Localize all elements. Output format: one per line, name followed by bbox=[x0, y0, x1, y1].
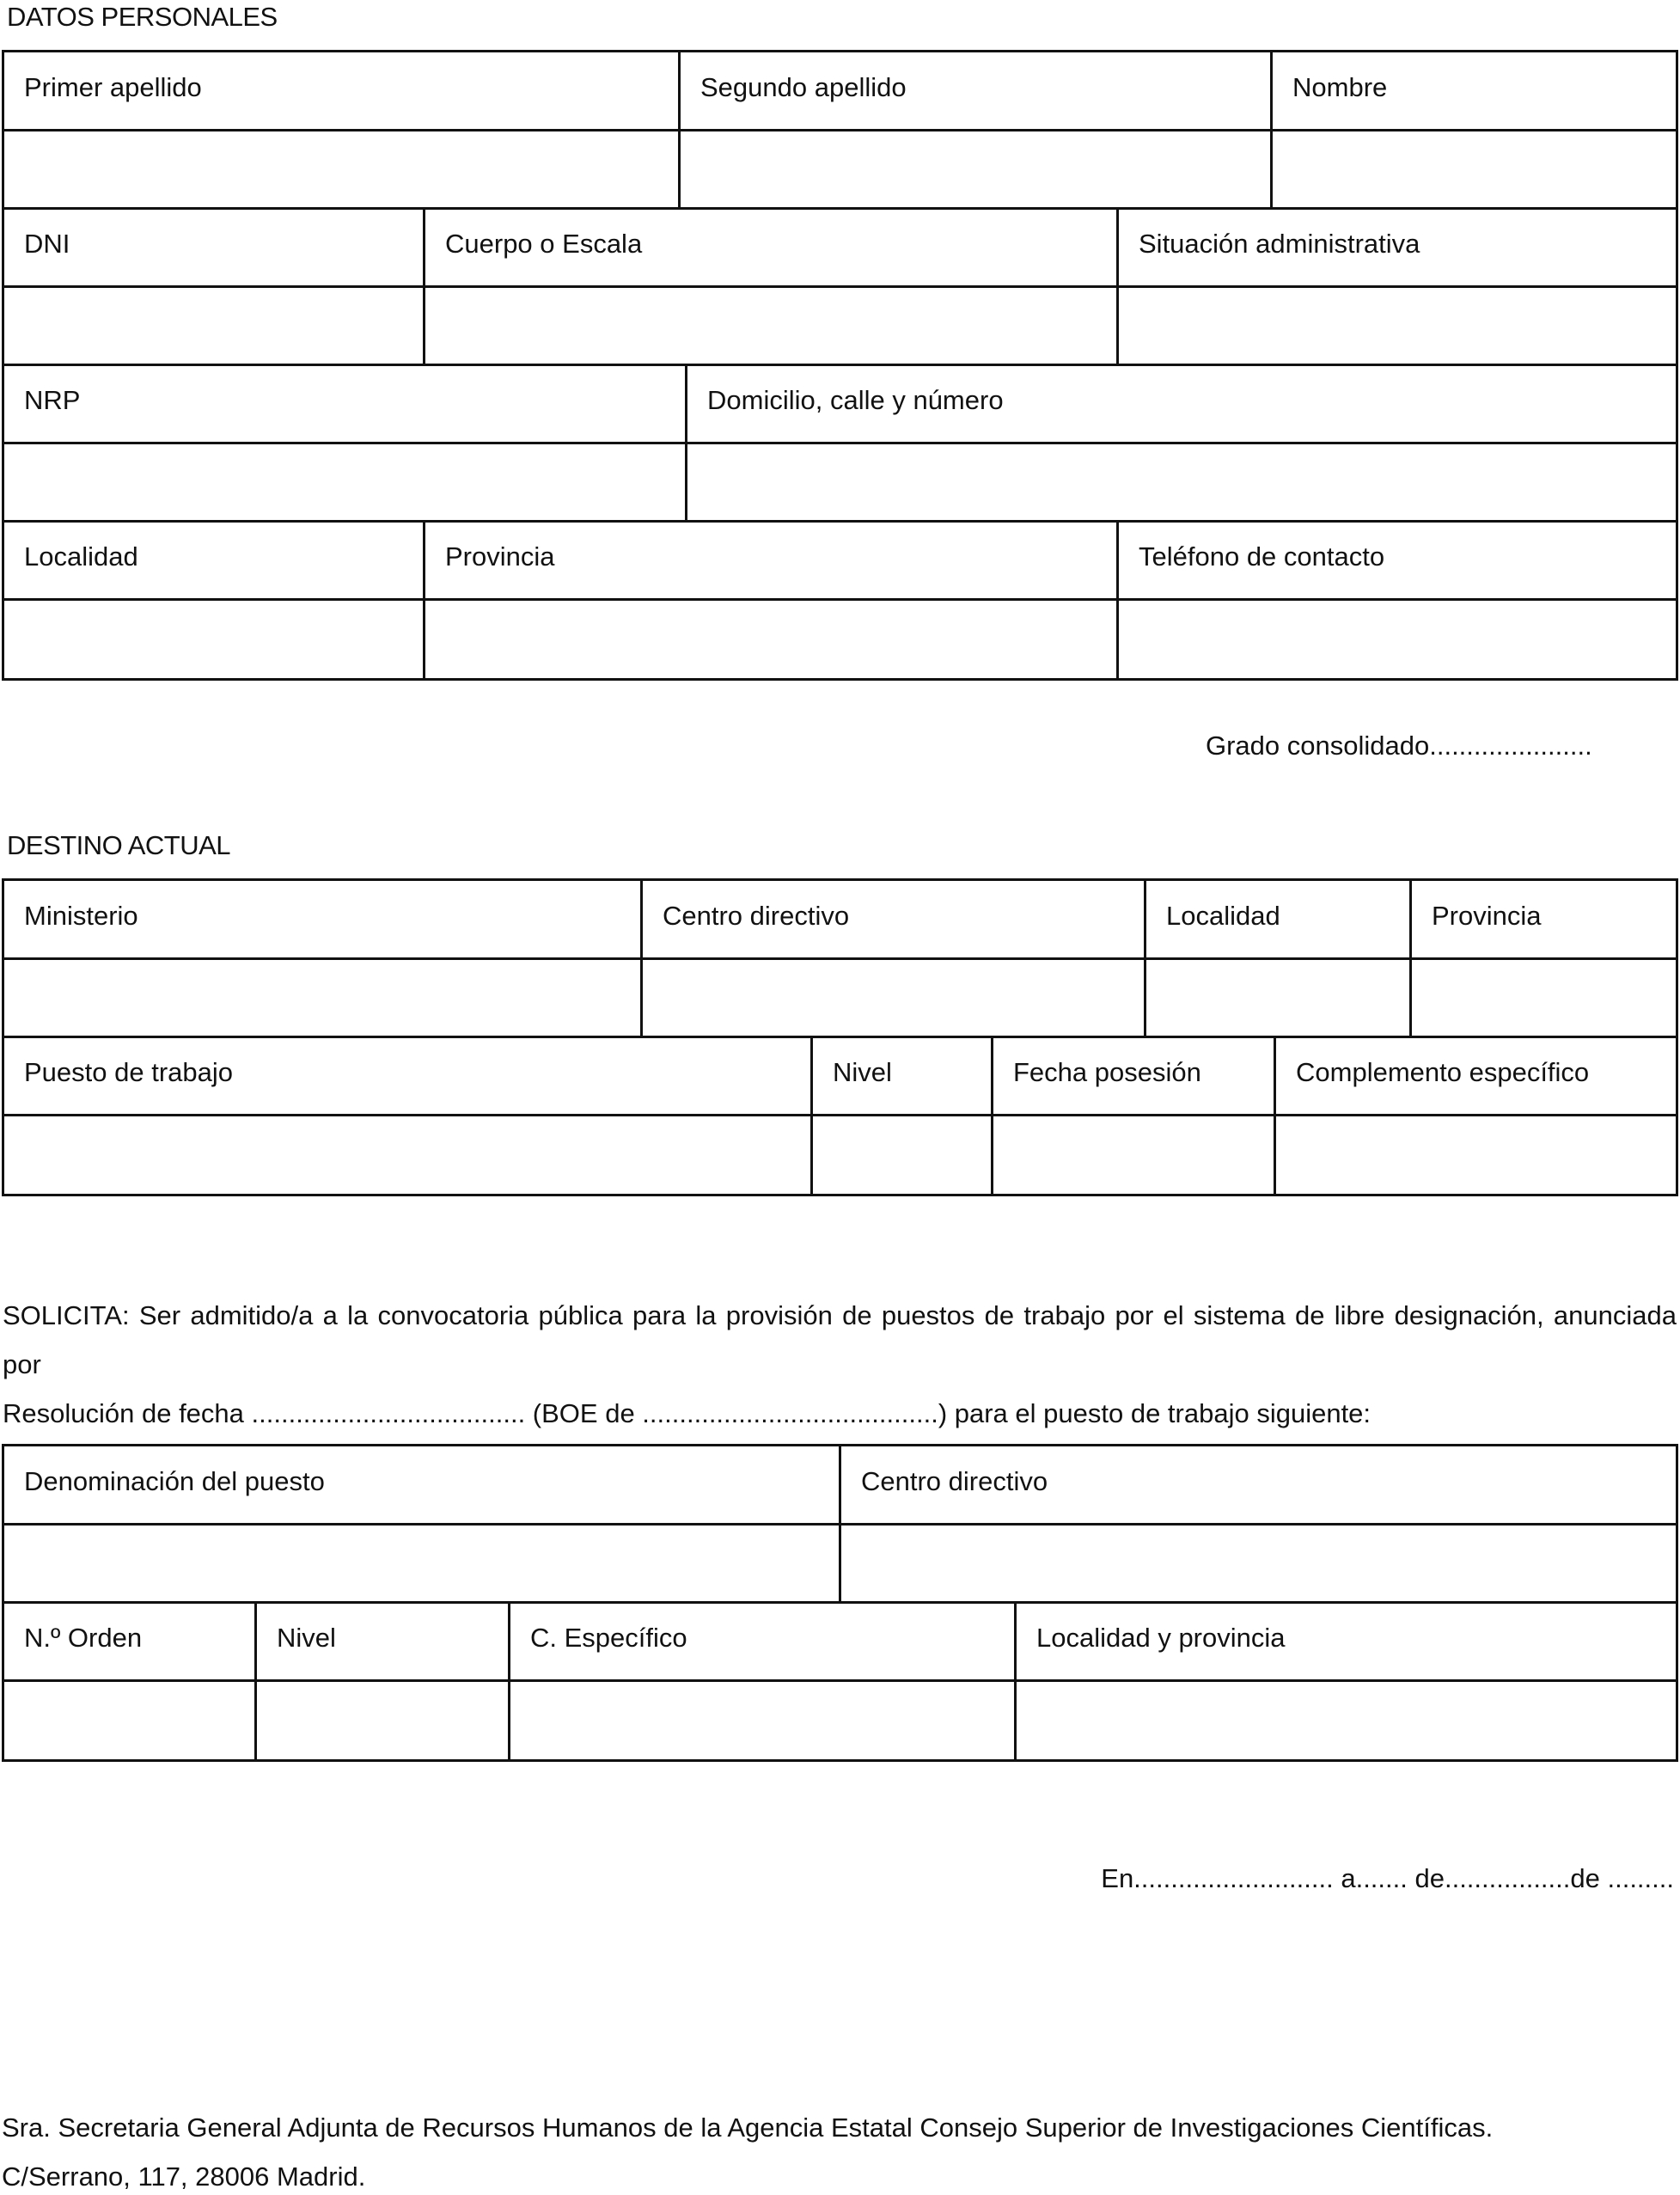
input-dni[interactable] bbox=[4, 288, 423, 364]
divider bbox=[2, 364, 1678, 366]
destinatario: Sra. Secretaria General Adjunta de Recursos Humanos de la Agencia Estatal Consejo Superior de Investigaciones Científicas. bbox=[2, 2112, 1494, 2143]
input-numero-orden[interactable] bbox=[4, 1682, 254, 1759]
input-provincia[interactable] bbox=[425, 601, 1116, 678]
input-localidad[interactable] bbox=[4, 601, 423, 678]
input-telefono[interactable] bbox=[1119, 601, 1676, 678]
input-puesto-trabajo[interactable] bbox=[4, 1116, 810, 1194]
label-complemento-especifico: Complemento específico bbox=[1296, 1057, 1590, 1087]
input-nivel[interactable] bbox=[813, 1116, 991, 1194]
label-localidad-destino: Localidad bbox=[1166, 901, 1280, 931]
solicita-line-1: SOLICITA: Ser admitido/a a la convocatoria pública para la provisión de puestos de trabajo por el sistema de libre designación, anunciada por bbox=[3, 1300, 1677, 1379]
label-primer-apellido: Primer apellido bbox=[24, 72, 202, 102]
input-segundo-apellido[interactable] bbox=[681, 131, 1270, 207]
label-numero-orden: N.º Orden bbox=[24, 1623, 143, 1653]
input-provincia-destino[interactable] bbox=[1412, 960, 1676, 1036]
input-denominacion-puesto[interactable] bbox=[4, 1525, 839, 1601]
label-localidad: Localidad bbox=[24, 541, 138, 572]
input-centro-directivo[interactable] bbox=[643, 960, 1144, 1036]
label-puesto-trabajo: Puesto de trabajo bbox=[24, 1057, 234, 1087]
label-cuerpo-escala: Cuerpo o Escala bbox=[445, 229, 643, 259]
label-provincia: Provincia bbox=[445, 541, 555, 572]
input-nivel-puesto[interactable] bbox=[257, 1682, 508, 1759]
label-fecha-posesion: Fecha posesión bbox=[1013, 1057, 1201, 1087]
input-situacion-administrativa[interactable] bbox=[1119, 288, 1676, 364]
input-c-especifico[interactable] bbox=[510, 1682, 1014, 1759]
label-provincia-destino: Provincia bbox=[1432, 901, 1542, 931]
label-centro-directivo-puesto: Centro directivo bbox=[861, 1466, 1048, 1496]
label-centro-directivo: Centro directivo bbox=[663, 901, 850, 931]
grado-consolidado: Grado consolidado...................... bbox=[1206, 731, 1592, 761]
input-fecha-posesion[interactable] bbox=[993, 1116, 1274, 1194]
section-title-datos-personales: DATOS PERSONALES bbox=[7, 2, 278, 32]
label-localidad-provincia: Localidad y provincia bbox=[1036, 1623, 1286, 1653]
label-nivel: Nivel bbox=[833, 1057, 892, 1087]
input-localidad-provincia[interactable] bbox=[1017, 1682, 1676, 1759]
label-nombre: Nombre bbox=[1292, 72, 1388, 102]
label-segundo-apellido: Segundo apellido bbox=[700, 72, 907, 102]
label-telefono: Teléfono de contacto bbox=[1139, 541, 1385, 572]
input-primer-apellido[interactable] bbox=[4, 131, 678, 207]
input-ministerio[interactable] bbox=[4, 960, 640, 1036]
input-complemento-especifico[interactable] bbox=[1276, 1116, 1676, 1194]
label-denominacion-puesto: Denominación del puesto bbox=[24, 1466, 325, 1496]
fecha-lugar: En........................... a....... de.................de ......... bbox=[1101, 1863, 1674, 1893]
label-c-especifico: C. Específico bbox=[530, 1623, 687, 1653]
solicita-line-2: Resolución de fecha ..................................... (BOE de ........................................) para el puesto de trabajo siguiente: bbox=[3, 1398, 1371, 1428]
input-cuerpo-escala[interactable] bbox=[425, 288, 1116, 364]
input-centro-directivo-puesto[interactable] bbox=[841, 1525, 1676, 1601]
input-domicilio[interactable] bbox=[687, 444, 1676, 520]
label-nrp: NRP bbox=[24, 385, 81, 415]
label-domicilio: Domicilio, calle y número bbox=[707, 385, 1004, 415]
divider bbox=[2, 207, 1678, 210]
label-nivel-puesto: Nivel bbox=[277, 1623, 336, 1653]
input-nrp[interactable] bbox=[4, 444, 685, 520]
input-localidad-destino[interactable] bbox=[1146, 960, 1409, 1036]
input-nombre[interactable] bbox=[1273, 131, 1676, 207]
direccion: C/Serrano, 117, 28006 Madrid. bbox=[2, 2161, 366, 2192]
label-dni: DNI bbox=[24, 229, 70, 259]
divider bbox=[2, 1036, 1678, 1038]
label-situacion-administrativa: Situación administrativa bbox=[1139, 229, 1420, 259]
section-title-destino-actual: DESTINO ACTUAL bbox=[7, 830, 230, 860]
label-ministerio: Ministerio bbox=[24, 901, 138, 931]
solicita-paragraph bbox=[3, 1291, 1677, 1438]
divider bbox=[2, 520, 1678, 523]
